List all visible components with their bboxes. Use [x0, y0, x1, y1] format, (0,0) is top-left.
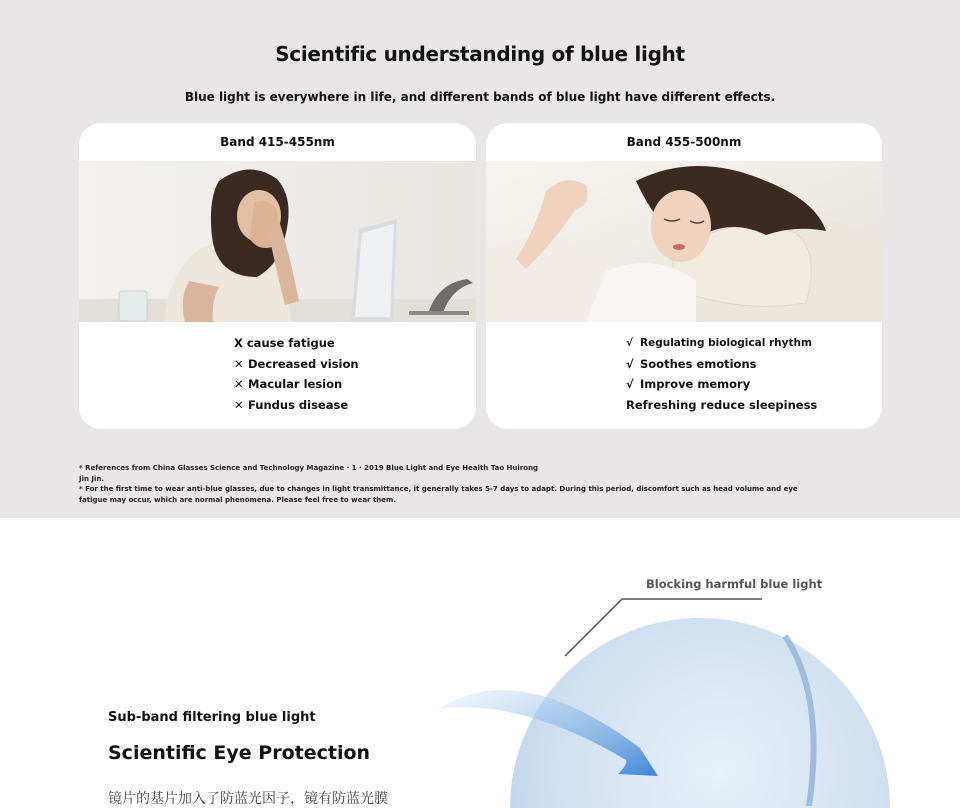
- list-item: [626, 333, 817, 354]
- band-card-title: Band 415-455nm: [220, 135, 335, 149]
- woman-tired-at-laptop-photo: [79, 161, 476, 322]
- feature-body-text: 镜片的基片加入了防蓝光因子，镜有防蓝光膜: [108, 791, 388, 807]
- reference-note: * References from China Glasses Science and Technology Magazine · 1 · 2019 Blue Light and Eye Health Tao Huirong Jin Jin.: [79, 464, 539, 483]
- band-card-title: Band 455-500nm: [626, 135, 742, 149]
- section-title: Scientific understanding of blue light: [275, 42, 685, 66]
- list-item: [234, 333, 359, 354]
- woman-sleeping-photo: [486, 161, 882, 322]
- list-item-text: Decreased vision: [248, 356, 359, 371]
- list-item-text: Macular lesion: [248, 377, 343, 391]
- footnotes: [79, 463, 799, 505]
- fatigue-photo-illustration: [79, 161, 476, 322]
- band-card-455-500: [486, 123, 882, 429]
- list-item-text: X cause fatigue: [234, 336, 335, 350]
- check-icon: √: [626, 337, 634, 349]
- list-item-text: Soothes emotions: [640, 356, 757, 371]
- lens-feature-section: [0, 518, 960, 807]
- blocking-callout: Blocking harmful blue light: [646, 577, 823, 591]
- list-item-text: Regulating biological rhythm: [640, 337, 812, 349]
- band-effects-list: [626, 333, 817, 415]
- list-item-text: Improve memory: [640, 377, 751, 391]
- list-item-text: Refreshing reduce sleepiness: [626, 397, 818, 412]
- section-subtitle: Blue light is everywhere in life, and different bands of blue light have different effects.: [184, 90, 776, 104]
- cross-icon: ✕: [234, 397, 244, 412]
- adaptation-note: * For the first time to wear anti-blue glasses, due to changes in light transmittance, it generally takes 5-7 days to adapt. During this period, discomfort such as head volume and eye fatigue may occur, which are normal phenomena. Please feel free to wear them.: [79, 485, 798, 504]
- list-item: [626, 395, 817, 416]
- sleeping-photo-illustration: [486, 161, 882, 322]
- check-icon: √: [626, 356, 634, 371]
- list-item: [626, 354, 817, 375]
- list-item: [234, 354, 359, 375]
- check-icon: √: [626, 377, 634, 391]
- cross-icon: ✕: [234, 356, 244, 371]
- list-item: [626, 374, 817, 395]
- band-card-415-455: [79, 123, 476, 429]
- list-item: [234, 395, 359, 416]
- sub-heading: Sub-band filtering blue light: [108, 710, 316, 725]
- feature-heading: Scientific Eye Protection: [108, 742, 371, 764]
- band-effects-list: [234, 333, 359, 415]
- list-item: [234, 374, 359, 395]
- list-item-text: Fundus disease: [248, 397, 349, 412]
- cross-icon: ✕: [234, 377, 244, 391]
